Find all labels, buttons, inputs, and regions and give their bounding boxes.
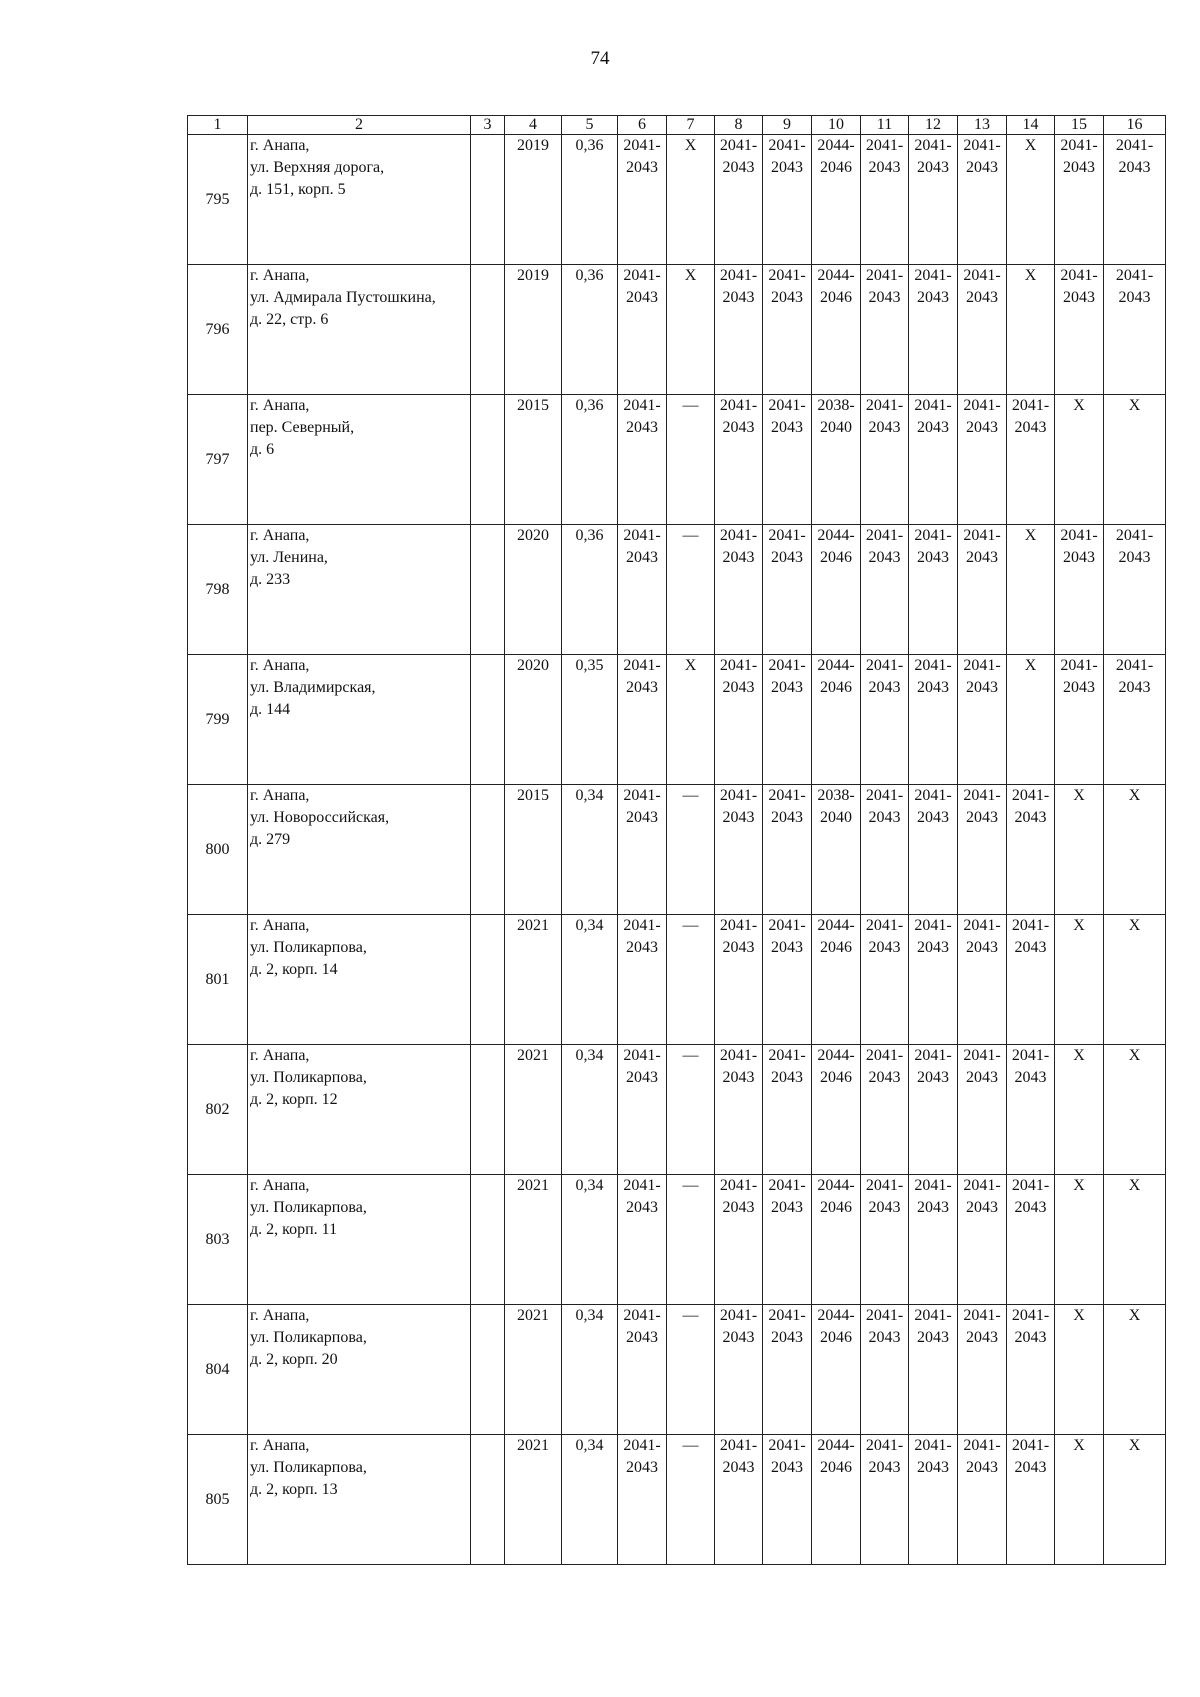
row-number: 802: [188, 1045, 248, 1175]
period-cell-7: —: [667, 915, 715, 1045]
period-cell-12: 2041- 2043: [909, 1435, 958, 1565]
address-cell: г. Анапа, ул. Поликарпова, д. 2, корп. 20: [248, 1305, 471, 1435]
cell-col-3: [471, 655, 505, 785]
column-header-3: 3: [471, 116, 505, 135]
period-cell-12: 2041- 2043: [909, 1175, 958, 1305]
value-cell: 0,36: [562, 135, 618, 265]
value-cell: 0,34: [562, 1435, 618, 1565]
period-cell-8: 2041- 2043: [715, 655, 763, 785]
column-header-15: 15: [1055, 116, 1104, 135]
period-cell-8: 2041- 2043: [715, 915, 763, 1045]
period-cell-13: 2041- 2043: [958, 1175, 1007, 1305]
table-row: [188, 1045, 1166, 1175]
period-cell-9: 2041- 2043: [763, 395, 812, 525]
period-cell-11: 2041- 2043: [861, 655, 909, 785]
column-header-4: 4: [505, 116, 562, 135]
column-header-16: 16: [1104, 116, 1166, 135]
period-cell-16: X: [1104, 785, 1166, 915]
value-cell: 0,36: [562, 525, 618, 655]
period-cell-15: X: [1055, 1175, 1104, 1305]
period-cell-15: X: [1055, 1305, 1104, 1435]
row-number: 800: [188, 785, 248, 915]
period-cell-13: 2041- 2043: [958, 395, 1007, 525]
address-cell: г. Анапа, ул. Поликарпова, д. 2, корп. 14: [248, 915, 471, 1045]
column-header-14: 14: [1007, 116, 1055, 135]
table-row: [188, 655, 1166, 785]
period-cell-15: 2041- 2043: [1055, 655, 1104, 785]
period-cell-13: 2041- 2043: [958, 265, 1007, 395]
column-header-7: 7: [667, 116, 715, 135]
period-cell-13: 2041- 2043: [958, 1045, 1007, 1175]
year-cell: 2015: [505, 785, 562, 915]
value-cell: 0,34: [562, 1175, 618, 1305]
row-number: 795: [188, 135, 248, 265]
table-row: [188, 1305, 1166, 1435]
period-cell-12: 2041- 2043: [909, 785, 958, 915]
period-cell-15: 2041- 2043: [1055, 525, 1104, 655]
period-cell-7: X: [667, 265, 715, 395]
period-cell-13: 2041- 2043: [958, 525, 1007, 655]
period-cell-16: X: [1104, 1305, 1166, 1435]
period-cell-14: X: [1007, 655, 1055, 785]
period-cell-6: 2041- 2043: [618, 135, 667, 265]
period-cell-9: 2041- 2043: [763, 1175, 812, 1305]
cell-col-3: [471, 265, 505, 395]
period-cell-16: 2041- 2043: [1104, 265, 1166, 395]
period-cell-7: —: [667, 1435, 715, 1565]
column-header-10: 10: [812, 116, 861, 135]
year-cell: 2019: [505, 265, 562, 395]
period-cell-7: X: [667, 135, 715, 265]
table-row: [188, 1435, 1166, 1565]
period-cell-13: 2041- 2043: [958, 1305, 1007, 1435]
year-cell: 2015: [505, 395, 562, 525]
period-cell-9: 2041- 2043: [763, 785, 812, 915]
period-cell-14: 2041- 2043: [1007, 1045, 1055, 1175]
period-cell-12: 2041- 2043: [909, 265, 958, 395]
period-cell-15: X: [1055, 395, 1104, 525]
value-cell: 0,36: [562, 265, 618, 395]
period-cell-16: 2041- 2043: [1104, 135, 1166, 265]
period-cell-9: 2041- 2043: [763, 1435, 812, 1565]
value-cell: 0,34: [562, 915, 618, 1045]
year-cell: 2020: [505, 525, 562, 655]
cell-col-3: [471, 1305, 505, 1435]
year-cell: 2021: [505, 1435, 562, 1565]
address-cell: г. Анапа, ул. Поликарпова, д. 2, корп. 12: [248, 1045, 471, 1175]
period-cell-10: 2038- 2040: [812, 785, 861, 915]
year-cell: 2019: [505, 135, 562, 265]
period-cell-11: 2041- 2043: [861, 135, 909, 265]
column-header-1: 1: [188, 116, 248, 135]
row-number: 805: [188, 1435, 248, 1565]
column-header-9: 9: [763, 116, 812, 135]
table-body: [188, 135, 1166, 1565]
column-header-2: 2: [248, 116, 471, 135]
cell-col-3: [471, 1045, 505, 1175]
period-cell-15: 2041- 2043: [1055, 135, 1104, 265]
period-cell-14: X: [1007, 525, 1055, 655]
column-header-12: 12: [909, 116, 958, 135]
row-number: 804: [188, 1305, 248, 1435]
period-cell-11: 2041- 2043: [861, 785, 909, 915]
row-number: 798: [188, 525, 248, 655]
period-cell-6: 2041- 2043: [618, 1435, 667, 1565]
period-cell-10: 2044- 2046: [812, 655, 861, 785]
period-cell-13: 2041- 2043: [958, 915, 1007, 1045]
column-header-6: 6: [618, 116, 667, 135]
period-cell-16: X: [1104, 395, 1166, 525]
period-cell-7: —: [667, 785, 715, 915]
value-cell: 0,35: [562, 655, 618, 785]
period-cell-6: 2041- 2043: [618, 395, 667, 525]
address-cell: г. Анапа, ул. Адмирала Пустошкина, д. 22, стр. 6: [248, 265, 471, 395]
period-cell-16: X: [1104, 1045, 1166, 1175]
period-cell-12: 2041- 2043: [909, 525, 958, 655]
period-cell-9: 2041- 2043: [763, 525, 812, 655]
table-row: [188, 265, 1166, 395]
row-number: 801: [188, 915, 248, 1045]
cell-col-3: [471, 1435, 505, 1565]
period-cell-14: 2041- 2043: [1007, 1305, 1055, 1435]
period-cell-10: 2044- 2046: [812, 525, 861, 655]
address-cell: г. Анапа, ул. Ленина, д. 233: [248, 525, 471, 655]
period-cell-12: 2041- 2043: [909, 395, 958, 525]
period-cell-10: 2044- 2046: [812, 1435, 861, 1565]
period-cell-8: 2041- 2043: [715, 1305, 763, 1435]
value-cell: 0,34: [562, 1045, 618, 1175]
period-cell-15: 2041- 2043: [1055, 265, 1104, 395]
period-cell-11: 2041- 2043: [861, 525, 909, 655]
table-row: [188, 1175, 1166, 1305]
period-cell-8: 2041- 2043: [715, 525, 763, 655]
period-cell-7: —: [667, 1175, 715, 1305]
year-cell: 2021: [505, 1305, 562, 1435]
table-row: [188, 135, 1166, 265]
year-cell: 2021: [505, 1175, 562, 1305]
row-number: 803: [188, 1175, 248, 1305]
period-cell-11: 2041- 2043: [861, 915, 909, 1045]
period-cell-8: 2041- 2043: [715, 1175, 763, 1305]
cell-col-3: [471, 785, 505, 915]
address-cell: г. Анапа, ул. Новороссийская, д. 279: [248, 785, 471, 915]
address-cell: г. Анапа, ул. Владимирская, д. 144: [248, 655, 471, 785]
cell-col-3: [471, 525, 505, 655]
period-cell-16: X: [1104, 915, 1166, 1045]
period-cell-11: 2041- 2043: [861, 395, 909, 525]
address-cell: г. Анапа, ул. Поликарпова, д. 2, корп. 13: [248, 1435, 471, 1565]
period-cell-6: 2041- 2043: [618, 1045, 667, 1175]
period-cell-12: 2041- 2043: [909, 655, 958, 785]
period-cell-12: 2041- 2043: [909, 1305, 958, 1435]
period-cell-13: 2041- 2043: [958, 1435, 1007, 1565]
period-cell-8: 2041- 2043: [715, 785, 763, 915]
period-cell-11: 2041- 2043: [861, 1045, 909, 1175]
address-cell: г. Анапа, ул. Поликарпова, д. 2, корп. 11: [248, 1175, 471, 1305]
period-cell-6: 2041- 2043: [618, 1305, 667, 1435]
period-cell-7: —: [667, 1305, 715, 1435]
period-cell-12: 2041- 2043: [909, 135, 958, 265]
value-cell: 0,34: [562, 1305, 618, 1435]
period-cell-10: 2044- 2046: [812, 1045, 861, 1175]
period-cell-10: 2044- 2046: [812, 135, 861, 265]
table-row: [188, 915, 1166, 1045]
period-cell-6: 2041- 2043: [618, 785, 667, 915]
period-cell-8: 2041- 2043: [715, 395, 763, 525]
period-cell-15: X: [1055, 1435, 1104, 1565]
period-cell-16: X: [1104, 1175, 1166, 1305]
period-cell-7: —: [667, 1045, 715, 1175]
period-cell-13: 2041- 2043: [958, 655, 1007, 785]
row-number: 796: [188, 265, 248, 395]
period-cell-12: 2041- 2043: [909, 915, 958, 1045]
header-row: [188, 116, 1166, 135]
period-cell-15: X: [1055, 785, 1104, 915]
period-cell-9: 2041- 2043: [763, 1045, 812, 1175]
cell-col-3: [471, 135, 505, 265]
period-cell-14: 2041- 2043: [1007, 785, 1055, 915]
period-cell-14: 2041- 2043: [1007, 1435, 1055, 1565]
period-cell-14: 2041- 2043: [1007, 1175, 1055, 1305]
period-cell-8: 2041- 2043: [715, 1435, 763, 1565]
page-number: 74: [590, 48, 610, 69]
register-table: [187, 115, 1166, 1565]
column-header-11: 11: [861, 116, 909, 135]
period-cell-7: —: [667, 395, 715, 525]
period-cell-15: X: [1055, 915, 1104, 1045]
cell-col-3: [471, 915, 505, 1045]
period-cell-10: 2044- 2046: [812, 1305, 861, 1435]
period-cell-15: X: [1055, 1045, 1104, 1175]
column-header-5: 5: [562, 116, 618, 135]
period-cell-14: 2041- 2043: [1007, 395, 1055, 525]
address-cell: г. Анапа, пер. Северный, д. 6: [248, 395, 471, 525]
period-cell-6: 2041- 2043: [618, 265, 667, 395]
period-cell-9: 2041- 2043: [763, 915, 812, 1045]
column-header-8: 8: [715, 116, 763, 135]
period-cell-12: 2041- 2043: [909, 1045, 958, 1175]
address-cell: г. Анапа, ул. Верхняя дорога, д. 151, корп. 5: [248, 135, 471, 265]
period-cell-14: 2041- 2043: [1007, 915, 1055, 1045]
period-cell-9: 2041- 2043: [763, 1305, 812, 1435]
period-cell-13: 2041- 2043: [958, 785, 1007, 915]
period-cell-11: 2041- 2043: [861, 1435, 909, 1565]
period-cell-16: 2041- 2043: [1104, 525, 1166, 655]
period-cell-11: 2041- 2043: [861, 1305, 909, 1435]
period-cell-11: 2041- 2043: [861, 1175, 909, 1305]
period-cell-14: X: [1007, 135, 1055, 265]
year-cell: 2021: [505, 915, 562, 1045]
year-cell: 2020: [505, 655, 562, 785]
period-cell-8: 2041- 2043: [715, 265, 763, 395]
value-cell: 0,34: [562, 785, 618, 915]
row-number: 797: [188, 395, 248, 525]
table-row: [188, 395, 1166, 525]
value-cell: 0,36: [562, 395, 618, 525]
period-cell-6: 2041- 2043: [618, 655, 667, 785]
table-row: [188, 525, 1166, 655]
period-cell-16: X: [1104, 1435, 1166, 1565]
period-cell-10: 2044- 2046: [812, 265, 861, 395]
period-cell-10: 2044- 2046: [812, 915, 861, 1045]
column-header-13: 13: [958, 116, 1007, 135]
cell-col-3: [471, 395, 505, 525]
period-cell-10: 2038- 2040: [812, 395, 861, 525]
period-cell-11: 2041- 2043: [861, 265, 909, 395]
period-cell-9: 2041- 2043: [763, 655, 812, 785]
period-cell-7: X: [667, 655, 715, 785]
period-cell-13: 2041- 2043: [958, 135, 1007, 265]
year-cell: 2021: [505, 1045, 562, 1175]
period-cell-6: 2041- 2043: [618, 1175, 667, 1305]
period-cell-9: 2041- 2043: [763, 135, 812, 265]
period-cell-16: 2041- 2043: [1104, 655, 1166, 785]
period-cell-8: 2041- 2043: [715, 135, 763, 265]
cell-col-3: [471, 1175, 505, 1305]
period-cell-7: —: [667, 525, 715, 655]
period-cell-6: 2041- 2043: [618, 915, 667, 1045]
period-cell-14: X: [1007, 265, 1055, 395]
period-cell-6: 2041- 2043: [618, 525, 667, 655]
period-cell-9: 2041- 2043: [763, 265, 812, 395]
table-header: [188, 116, 1166, 135]
period-cell-10: 2044- 2046: [812, 1175, 861, 1305]
period-cell-8: 2041- 2043: [715, 1045, 763, 1175]
table-row: [188, 785, 1166, 915]
row-number: 799: [188, 655, 248, 785]
